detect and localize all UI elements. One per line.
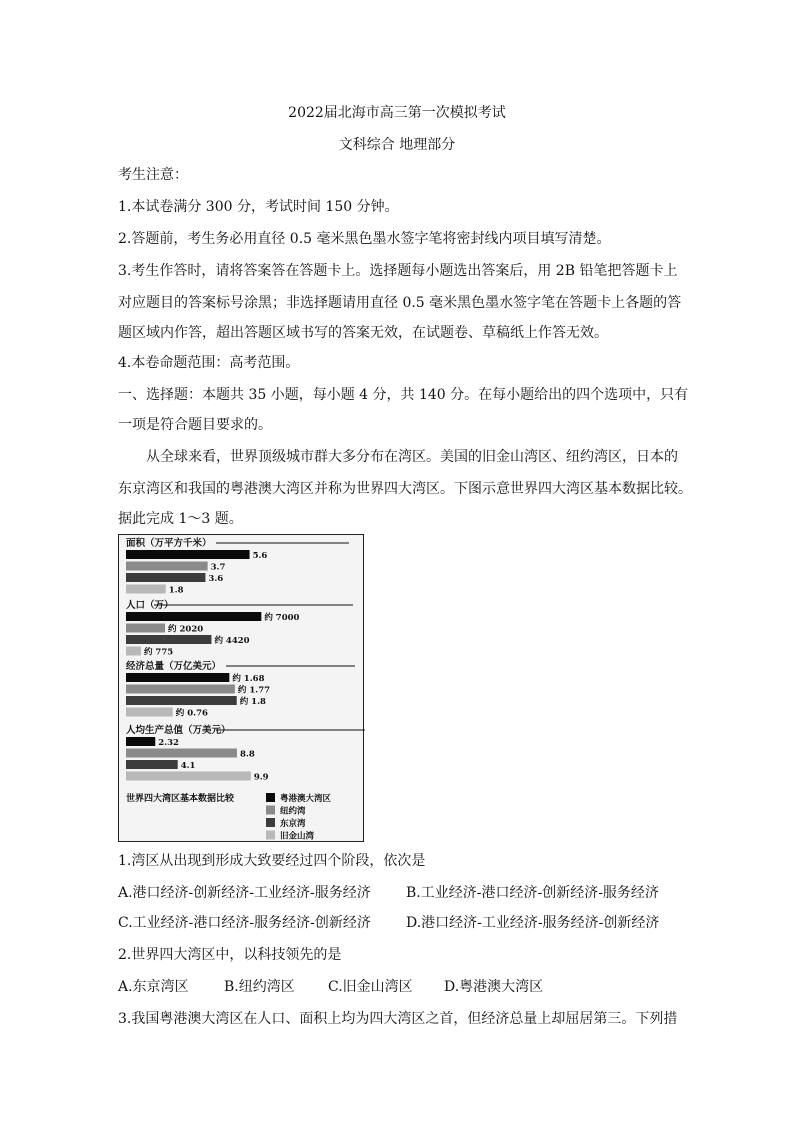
chart-bar [126,696,237,705]
chart-value-label: 约 0.76 [175,708,208,719]
question-2-option-a[interactable]: A.东京湾区 [118,979,189,995]
question-1-option-c[interactable]: C.工业经济-港口经济-服务经济-创新经济 [118,915,371,931]
notice-item: 3.考生作答时，请将答案答在答题卡上。选择题每小题选出答案后，用 2B 铅笔把答题卡上 [118,263,678,279]
notice-item: 4.本卷命题范围：高考范围。 [118,355,300,371]
question-2-stem: 2.世界四大湾区中，以科技领先的是 [118,947,342,963]
chart-canvas [119,535,365,843]
passage-text: 从全球来看，世界顶级城市群大多分布在湾区。美国的旧金山湾区、纽约湾区，日本的 [146,449,678,465]
notice-item: 2.答题前，考生务必用直径 0.5 毫米黑色墨水签字笔将密封线内项目填写清楚。 [118,231,611,247]
chart-group-label: 经济总量（万亿美元） [126,661,222,672]
exam-title: 2022届北海市高三第一次模拟考试 [288,105,506,121]
chart-bar [126,673,229,682]
legend-swatch [266,818,275,827]
chart-group-label: 面积（万平方千米） [126,538,212,549]
legend-swatch [266,806,275,815]
chart-bar [126,737,155,746]
question-3-stem: 3.我国粤港澳大湾区在人口、面积上均为四大湾区之首，但经济总量上却屈居第三。下列措 [118,1011,678,1027]
notice-item: 题区域内作答，超出答题区域书写的答案无效，在试题卷、草稿纸上作答无效。 [118,325,608,341]
chart-bar [126,749,237,758]
question-1-stem: 1.湾区从出现到形成大致要经过四个阶段，依次是 [118,853,426,869]
chart-bar [126,647,141,656]
chart-bar [126,708,173,717]
legend-swatch [266,831,275,840]
chart-value-label: 5.6 [252,551,268,561]
chart-value-label: 约 1.8 [239,697,266,707]
chart-value-label: 8.8 [239,749,255,760]
chart-value-label: 2.32 [158,738,179,748]
chart-value-label: 约 1.68 [232,674,265,684]
question-2-option-c[interactable]: C.旧金山湾区 [328,979,413,995]
section-instructions: 一、选择题：本题共 35 小题，每小题 4 分，共 140 分。在每小题给出的四个选项中，只有 [118,387,689,403]
chart-value-label: 3.6 [208,574,224,584]
chart-value-label: 约 1.77 [237,685,271,696]
chart-bar [126,550,250,559]
question-1-option-a[interactable]: A.港口经济-创新经济-工业经济-服务经济 [118,885,371,901]
chart-bar [126,562,208,571]
chart-bar [126,685,235,694]
chart-title: 世界四大湾区基本数据比较 [126,794,235,804]
chart-bar [126,612,261,621]
legend-label: 纽约湾 [280,806,306,817]
legend-label: 旧金山湾 [280,831,315,842]
exam-subtitle: 文科综合 地理部分 [338,137,456,153]
chart-value-label: 约 4420 [214,636,250,646]
section-instructions: 一项是符合题目要求的。 [118,417,272,433]
chart-value-label: 约 7000 [264,613,300,623]
question-1-option-d[interactable]: D.港口经济-工业经济-服务经济-创新经济 [406,915,660,931]
legend-label: 东京湾 [280,819,306,829]
question-2-option-b[interactable]: B.纽约湾区 [224,979,295,995]
notice-item: 1.本试卷满分 300 分，考试时间 150 分钟。 [118,199,399,215]
chart-value-label: 1.8 [168,585,184,596]
legend-swatch [266,793,275,802]
chart-bar [126,624,165,633]
question-1-option-b[interactable]: B.工业经济-港口经济-创新经济-服务经济 [406,885,659,901]
chart-group-label: 人口（万） [126,600,174,611]
question-2-option-d[interactable]: D.粤港澳大湾区 [444,979,544,995]
bay-area-comparison-chart [118,534,364,842]
legend-label: 粤港澳大湾区 [280,794,332,804]
chart-value-label: 4.1 [180,761,196,771]
chart-bar [126,573,205,582]
passage-text: 东京湾区和我国的粤港澳大湾区并称为世界四大湾区。下图示意世界四大湾区基本数据比较。 [118,481,692,497]
chart-value-label: 约 2020 [168,624,204,635]
notice-heading: 考生注意： [118,167,188,183]
chart-bar [126,585,166,594]
chart-bar [126,760,178,769]
passage-text: 据此完成 1～3 题。 [118,511,243,527]
chart-bar [126,772,251,781]
chart-value-label: 9.9 [253,772,269,783]
chart-group-label: 人均生产总值（万美元） [126,725,231,736]
notice-item: 对应题目的答案标号涂黑；非选择题请用直径 0.5 毫米黑色墨水签字笔在答题卡上各题的答 [118,295,682,311]
chart-bar [126,635,211,644]
chart-value-label: 3.7 [210,562,226,573]
chart-value-label: 约 775 [143,647,174,658]
